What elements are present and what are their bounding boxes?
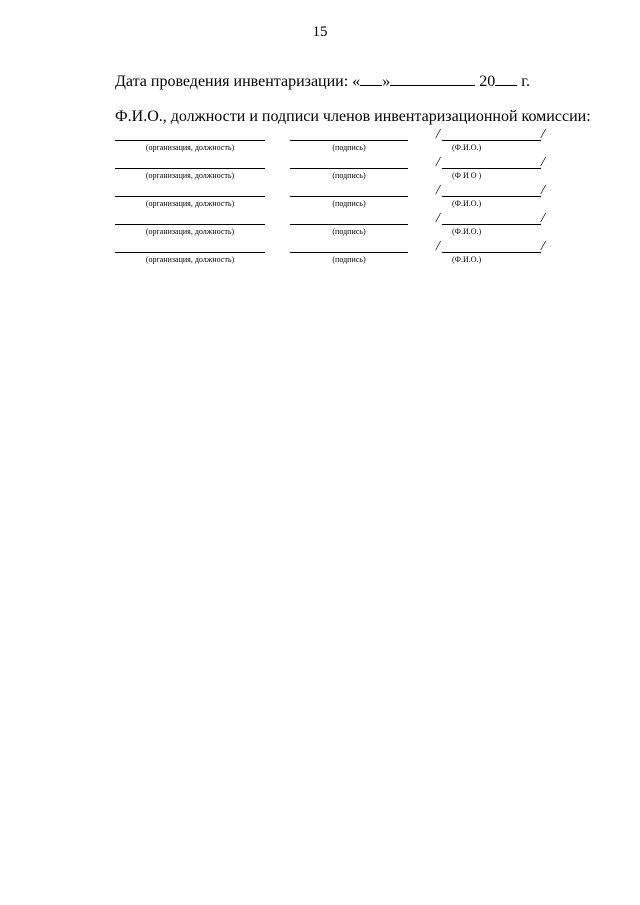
inventory-date-label: Дата проведения инвентаризации: [115, 73, 349, 90]
org-position-caption: (организация, должность) [145, 171, 235, 180]
signature-row [0, 156, 640, 184]
org-position-caption: (организация, должность) [145, 199, 235, 208]
slash-right: / [541, 239, 545, 254]
fio-caption: (Ф.И.О.) [452, 199, 482, 208]
fio-line [442, 140, 541, 141]
fio-line [442, 196, 541, 197]
fio-line [442, 252, 541, 253]
org-position-line [115, 252, 265, 253]
slash-right: / [541, 183, 545, 198]
signature-row [0, 128, 640, 156]
slash-left: / [436, 127, 440, 142]
year-suffix: г. [521, 73, 530, 90]
org-position-caption: (организация, должность) [145, 227, 235, 236]
fio-caption: (Ф.И.О.) [452, 143, 482, 152]
signature-line [290, 140, 408, 141]
slash-left: / [436, 155, 440, 170]
slash-right: / [541, 127, 545, 142]
open-quote: « [352, 73, 361, 90]
signature-line [290, 252, 408, 253]
slash-right: / [541, 211, 545, 226]
org-position-line [115, 196, 265, 197]
signature-caption: (подпись) [332, 171, 366, 180]
slash-right: / [541, 155, 545, 170]
year-prefix: 20 [479, 73, 496, 90]
close-quote: » [382, 73, 391, 90]
signature-caption: (подпись) [332, 227, 366, 236]
inventory-date-line [115, 71, 530, 91]
slash-left: / [436, 183, 440, 198]
slash-left: / [436, 239, 440, 254]
signature-caption: (подпись) [332, 143, 366, 152]
fio-line [442, 168, 541, 169]
month-blank [390, 71, 475, 86]
fio-line [442, 224, 541, 225]
org-position-line [115, 140, 265, 141]
year-blank [495, 71, 517, 86]
org-position-line [115, 224, 265, 225]
signature-caption: (подпись) [332, 255, 366, 264]
signature-caption: (подпись) [332, 199, 366, 208]
fio-caption: (Ф.И.О.) [452, 255, 482, 264]
fio-caption: (Ф И О ) [452, 171, 482, 180]
signature-row [0, 184, 640, 212]
org-position-caption: (организация, должность) [145, 255, 235, 264]
signature-row [0, 212, 640, 240]
day-blank [360, 71, 382, 86]
fio-caption: (Ф.И.О.) [452, 227, 482, 236]
signature-line [290, 168, 408, 169]
signature-line [290, 196, 408, 197]
org-position-line [115, 168, 265, 169]
org-position-caption: (организация, должность) [145, 143, 235, 152]
slash-left: / [436, 211, 440, 226]
signature-line [290, 224, 408, 225]
signature-row [0, 240, 640, 268]
page-number: 15 [312, 24, 328, 40]
commission-heading: Ф.И.О., должности и подписи членов инвентаризационной комиссии: [115, 108, 591, 125]
